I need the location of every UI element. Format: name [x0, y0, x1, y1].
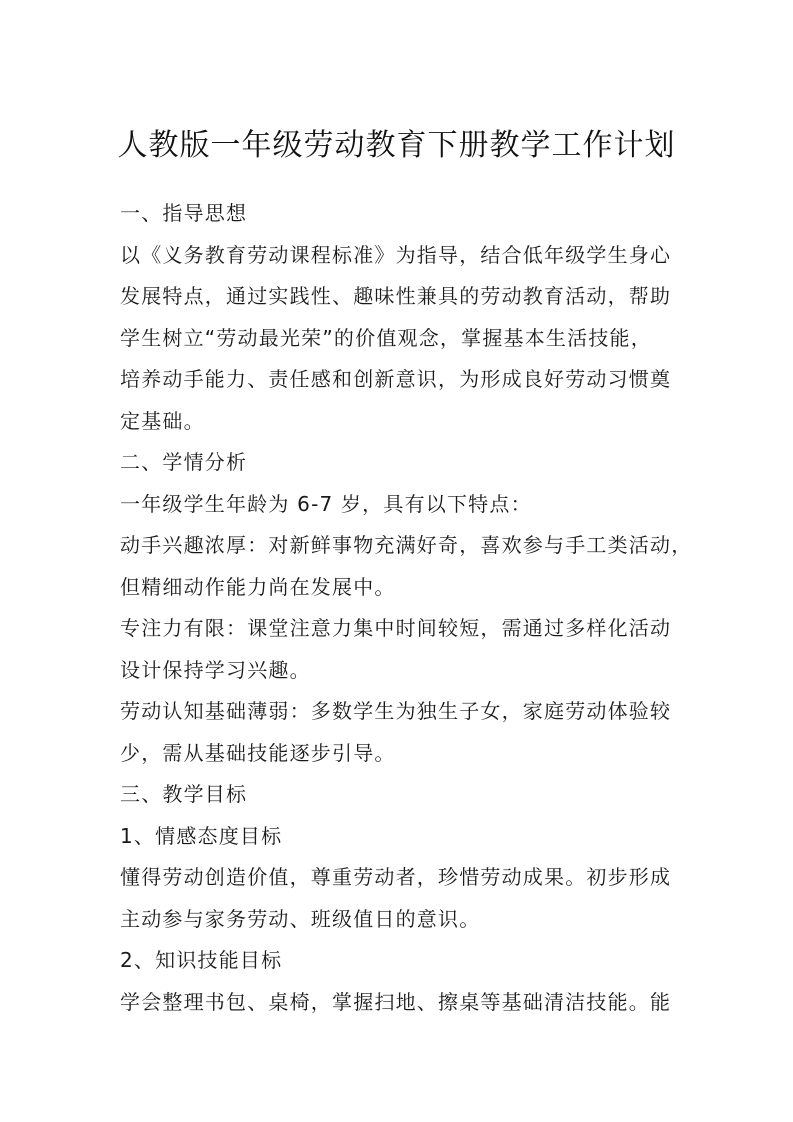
- document-body: [120, 193, 693, 1023]
- paragraph-line: 培养动手能力、责任感和创新意识，为形成良好劳动习惯奠: [120, 367, 672, 391]
- paragraph-line: 少，需从基础技能逐步引导。: [120, 740, 396, 765]
- subheading-emotional-goals: 1、情感态度目标: [120, 823, 283, 848]
- paragraph-line: 学会整理书包、桌椅，掌握扫地、擦桌等基础清洁技能。能: [120, 989, 672, 1014]
- paragraph-line: 学生树立“劳动最光荣”的价值观念，掌握基本生活技能，: [120, 325, 652, 350]
- paragraph-line: 动手兴趣浓厚：对新鲜事物充满好奇，喜欢参与手工类活动，: [120, 533, 693, 557]
- paragraph-line: 发展特点，通过实践性、趣味性兼具的劳动教育活动，帮助: [120, 284, 672, 308]
- paragraph-line: 专注力有限：课堂注意力集中时间较短，需通过多样化活动: [120, 616, 672, 640]
- paragraph-line: 但精细动作能力尚在发展中。: [120, 574, 396, 599]
- paragraph-line: 懂得劳动创造价值，尊重劳动者，珍惜劳动成果。初步形成: [120, 865, 672, 889]
- heading-teaching-goals: 三、教学目标: [120, 782, 248, 806]
- document-title: 人教版一年级劳动教育下册教学工作计划: [117, 128, 676, 163]
- paragraph-line: 定基础。: [120, 408, 205, 433]
- heading-guiding-ideology: 一、指导思想: [120, 201, 248, 225]
- heading-student-analysis: 二、学情分析: [120, 450, 248, 474]
- paragraph-line: 以《义务教育劳动课程标准》为指导，结合低年级学生身心: [120, 242, 672, 267]
- paragraph-line: 劳动认知基础薄弱：多数学生为独生子女，家庭劳动体验较: [120, 699, 672, 723]
- paragraph-line: 设计保持学习兴趣。: [120, 657, 311, 682]
- paragraph-line: 一年级学生年龄为 6-7 岁，具有以下特点：: [120, 491, 532, 516]
- paragraph-line: 主动参与家务劳动、班级值日的意识。: [120, 906, 481, 931]
- subheading-skill-goals: 2、知识技能目标: [120, 948, 283, 972]
